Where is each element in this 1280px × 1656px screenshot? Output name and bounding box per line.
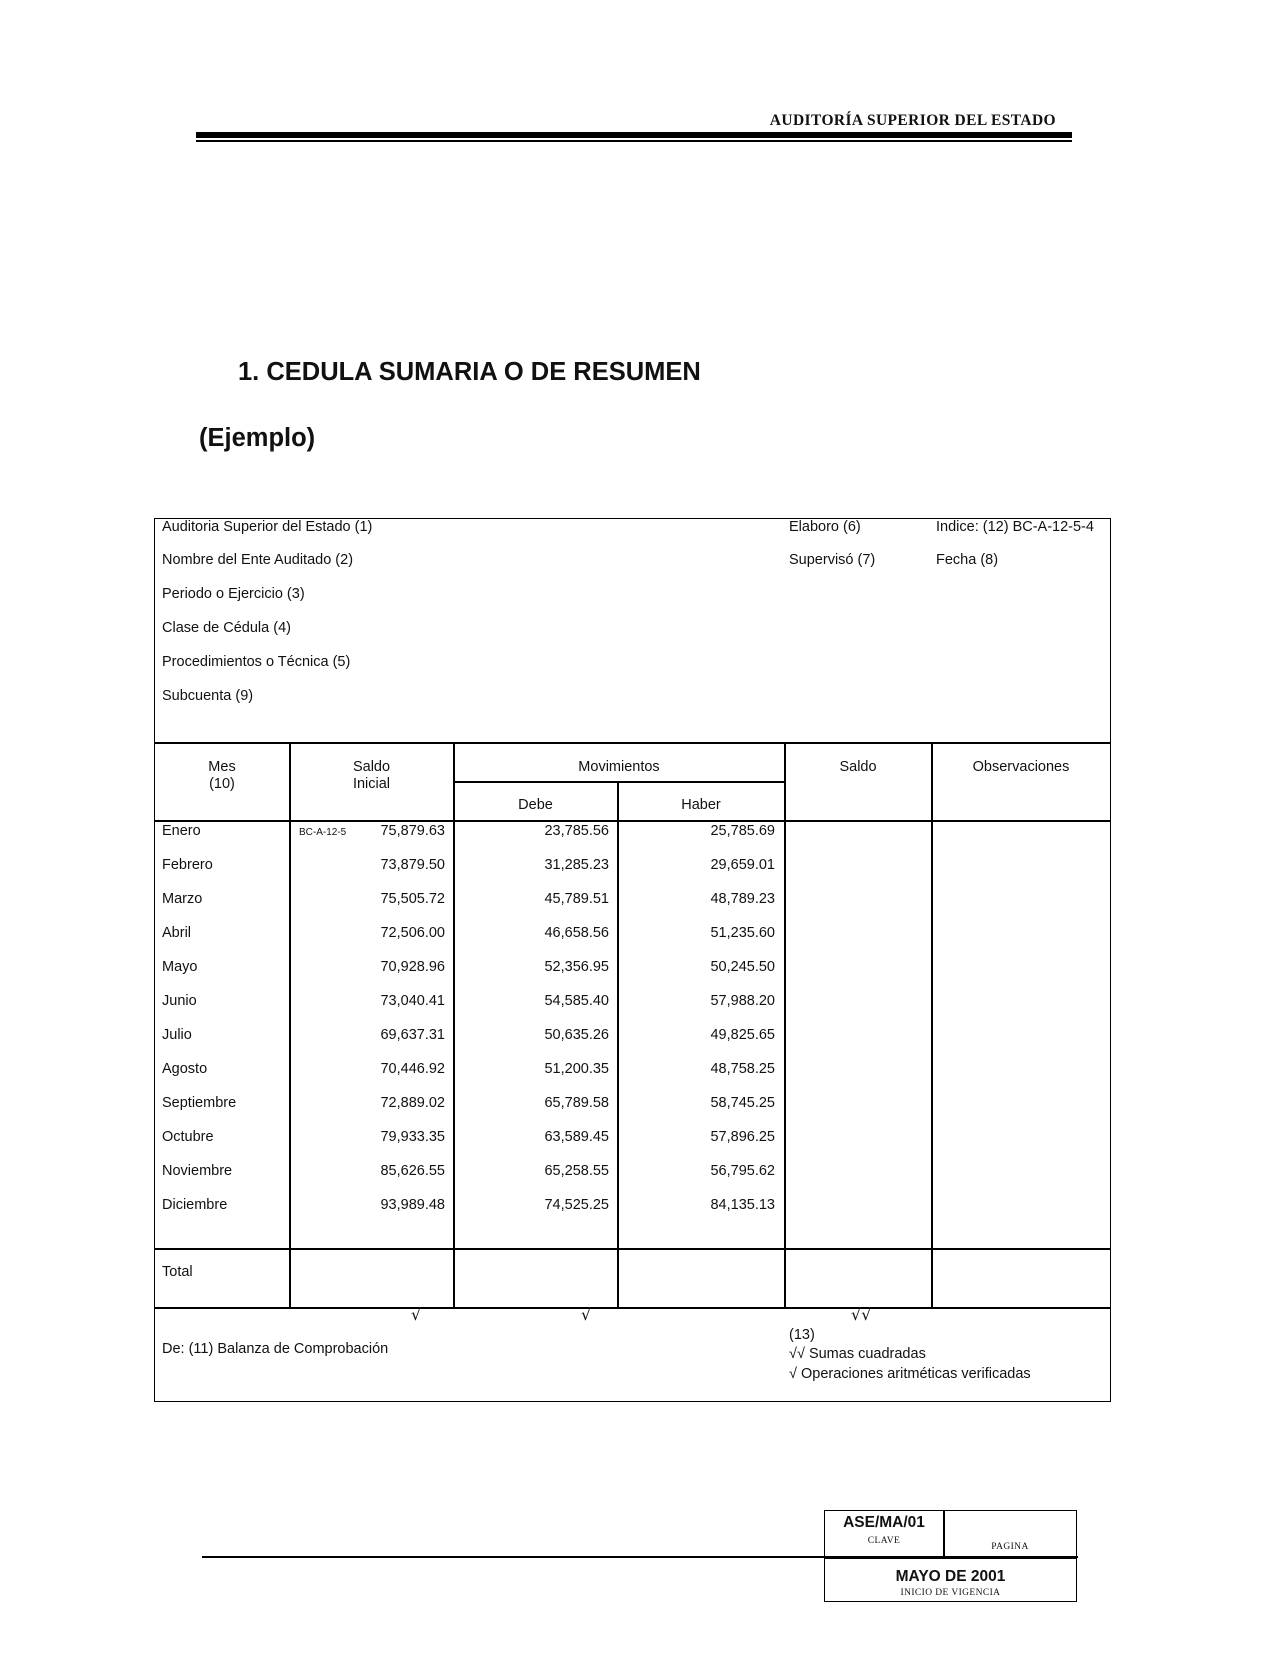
cell-saldo-inicial: 75,879.63 [380,823,445,839]
col-divider-4 [784,742,786,1308]
cell-haber: 84,135.13 [710,1197,775,1213]
stamp-code: ASE/MA/01 [843,1514,925,1531]
stamp-date: MAYO DE 2001 [895,1568,1006,1585]
info-line-clase: Clase de Cédula (4) [162,620,291,636]
ref-mark: BC-A-12-5 [299,827,347,838]
cell-haber: 57,988.20 [710,993,775,1009]
col-divider-5 [931,742,933,1308]
cell-haber: 56,795.62 [710,1163,775,1179]
total-bottom-rule [155,1307,1110,1309]
cell-debe: 54,585.40 [544,993,609,1009]
cell-mes: Enero [162,823,201,839]
note-sumas: √√ Sumas cuadradas [789,1346,926,1362]
info-elaboro: Elaboro (6) [789,519,861,535]
cell-haber: 29,659.01 [710,857,775,873]
cell-saldo-inicial: 79,933.35 [380,1129,445,1145]
cell-saldo-inicial: 85,626.55 [380,1163,445,1179]
cell-mes: Febrero [162,857,213,873]
movimientos-sub-rule [454,781,786,783]
cell-debe: 51,200.35 [544,1061,609,1077]
header-rule-thick [196,132,1072,138]
summary-form [154,518,1111,1402]
cell-saldo-inicial: 72,889.02 [380,1095,445,1111]
info-line-periodo: Periodo o Ejercicio (3) [162,586,305,602]
cell-mes: Junio [162,993,197,1009]
cell-haber: 48,758.25 [710,1061,775,1077]
document-heading: 1. CEDULA SUMARIA O DE RESUMEN [238,358,701,386]
note-ref: (13) [789,1327,815,1343]
cell-saldo-inicial: 70,928.96 [380,959,445,975]
info-line-ente: Nombre del Ente Auditado (2) [162,552,354,568]
cell-mes: Abril [162,925,192,941]
source-note: De: (11) Balanza de Comprobación [162,1341,389,1357]
cell-mes: Mayo [162,959,198,975]
cell-mes: Julio [162,1027,192,1043]
cell-debe: 46,658.56 [544,925,609,941]
cell-haber: 49,825.65 [710,1027,775,1043]
cell-mes: Marzo [162,891,203,907]
cell-debe: 45,789.51 [544,891,609,907]
info-line-auditoria: Auditoria Superior del Estado (1) [162,519,373,535]
col-header-observaciones: Observaciones [972,759,1070,775]
col-header-mes-ref: (10) [209,776,235,792]
cell-debe: 31,285.23 [544,857,609,873]
cell-saldo-inicial: 70,446.92 [380,1061,445,1077]
cell-debe: 23,785.56 [544,823,609,839]
cell-haber: 57,896.25 [710,1129,775,1145]
info-fecha: Fecha (8) [936,552,999,568]
cell-debe: 65,258.55 [544,1163,609,1179]
cell-mes: Septiembre [162,1095,237,1111]
cell-haber: 58,745.25 [710,1095,775,1111]
stamp-date-label: INICIO DE VIGENCIA [900,1588,1001,1598]
cell-saldo-inicial: 73,040.41 [380,993,445,1009]
cell-saldo-inicial: 93,989.48 [380,1197,445,1213]
col-header-saldo: Saldo [839,759,877,775]
stamp-code-label: CLAVE [867,1536,901,1546]
col-header-movimientos: Movimientos [578,759,660,775]
cell-mes: Agosto [162,1061,208,1077]
header-rule-thin [196,140,1072,142]
cell-mes: Noviembre [162,1163,233,1179]
total-label: Total [162,1264,193,1280]
cell-debe: 74,525.25 [544,1197,609,1213]
info-indice: Indice: (12) BC-A-12-5-4 [936,519,1094,535]
page-header-title: AUDITORÍA SUPERIOR DEL ESTADO [769,112,1056,129]
col-header-saldo-inicial-2: Inicial [352,776,391,792]
cell-debe: 63,589.45 [544,1129,609,1145]
check-mark-saldo-inicial: √ [411,1305,422,1324]
col-header-haber: Haber [681,797,721,813]
cell-saldo-inicial: 72,506.00 [380,925,445,941]
header-bottom-rule [155,820,1110,822]
cell-saldo-inicial: 69,637.31 [380,1027,445,1043]
stamp-page-label: PAGINA [991,1542,1029,1552]
stamp-divider-horizontal [825,1557,1076,1559]
document-stamp [824,1510,1077,1602]
cell-haber: 51,235.60 [710,925,775,941]
col-header-debe: Debe [518,797,553,813]
note-operaciones: √ Operaciones aritméticas verificadas [789,1366,1031,1382]
cell-debe: 65,789.58 [544,1095,609,1111]
cell-debe: 50,635.26 [544,1027,609,1043]
check-mark-debe: √ [581,1305,592,1324]
table-top-rule [155,742,1110,744]
cell-haber: 48,789.23 [710,891,775,907]
col-header-saldo-inicial: Saldo [352,759,391,775]
info-line-subcuenta: Subcuenta (9) [162,688,254,704]
cell-mes: Octubre [162,1129,214,1145]
check-mark-saldo: √√ [851,1305,872,1324]
col-header-mes: Mes [208,759,236,775]
cell-saldo-inicial: 73,879.50 [380,857,445,873]
cell-haber: 25,785.69 [710,823,775,839]
info-superviso: Supervisó (7) [789,552,876,568]
cell-saldo-inicial: 75,505.72 [380,891,445,907]
info-line-procedimientos: Procedimientos o Técnica (5) [162,654,351,670]
total-top-rule [155,1248,1110,1250]
cell-haber: 50,245.50 [710,959,775,975]
cell-mes: Diciembre [162,1197,228,1213]
document-subheading: (Ejemplo) [199,424,316,452]
cell-debe: 52,356.95 [544,959,609,975]
